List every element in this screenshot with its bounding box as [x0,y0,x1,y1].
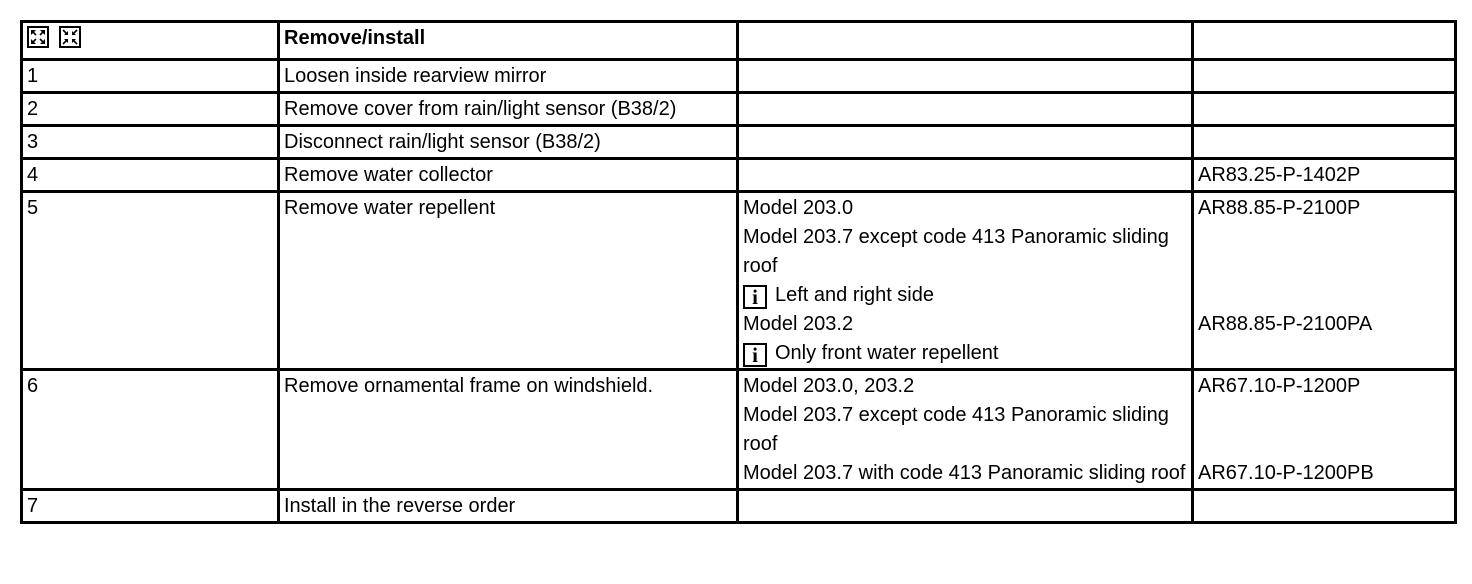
table-row [22,490,1456,523]
info-note [743,281,1187,310]
step-number: 3 [22,126,279,159]
condition-line: Model 203.7 except code 413 Panoramic sliding roof [743,226,1169,277]
step-condition [738,192,1193,370]
info-note-text: Left and right side [775,284,934,306]
step-reference [1193,490,1456,523]
step-action: Loosen inside rearview mirror [279,60,738,93]
step-condition [738,60,1193,93]
step-action: Remove cover from rain/light sensor (B38/2) [279,93,738,126]
step-number: 4 [22,159,279,192]
step-reference-link[interactable]: AR88.85-P-2100PA [1198,313,1373,335]
collapse-icon[interactable] [59,26,81,48]
table-header-row [22,22,1456,60]
step-condition [738,126,1193,159]
condition-line: Model 203.0, 203.2 [743,375,915,397]
condition-line: Model 203.2 [743,313,854,335]
step-condition [738,370,1193,490]
step-condition [738,93,1193,126]
condition-line: Model 203.7 with code 413 Panoramic sliding roof [743,462,1186,484]
step-reference [1193,126,1456,159]
info-icon[interactable]: i [743,343,767,367]
info-note [743,339,1187,368]
step-condition [738,490,1193,523]
step-action: Remove water collector [279,159,738,192]
table-row [22,126,1456,159]
header-icons-cell [22,22,279,60]
info-note-text: Only front water repellent [775,342,999,364]
table-row [22,93,1456,126]
step-reference-link[interactable]: AR67.10-P-1200PB [1198,462,1374,484]
table-row [22,192,1456,370]
table-row [22,370,1456,490]
info-icon[interactable]: i [743,285,767,309]
table-row [22,159,1456,192]
header-title: Remove/install [279,22,738,60]
step-number: 6 [22,370,279,490]
step-reference-link[interactable]: AR83.25-P-1402P [1193,159,1456,192]
step-action: Remove ornamental frame on windshield. [279,370,738,490]
table-row [22,60,1456,93]
header-empty-cell [738,22,1193,60]
step-number: 2 [22,93,279,126]
step-action: Remove water repellent [279,192,738,370]
procedure-table [20,20,1457,524]
step-reference [1193,93,1456,126]
condition-line: Model 203.7 except code 413 Panoramic sliding roof [743,404,1169,455]
procedure-sheet [20,20,1457,524]
step-reference [1193,192,1456,370]
condition-line: Model 203.0 [743,197,854,219]
step-reference-link[interactable]: AR88.85-P-2100P [1198,197,1361,219]
step-action: Disconnect rain/light sensor (B38/2) [279,126,738,159]
step-reference [1193,370,1456,490]
expand-icon[interactable] [27,26,49,48]
step-number: 1 [22,60,279,93]
step-reference-link[interactable]: AR67.10-P-1200P [1198,375,1361,397]
header-empty-cell [1193,22,1456,60]
step-reference [1193,60,1456,93]
step-number: 5 [22,192,279,370]
step-number: 7 [22,490,279,523]
step-action: Install in the reverse order [279,490,738,523]
step-condition [738,159,1193,192]
